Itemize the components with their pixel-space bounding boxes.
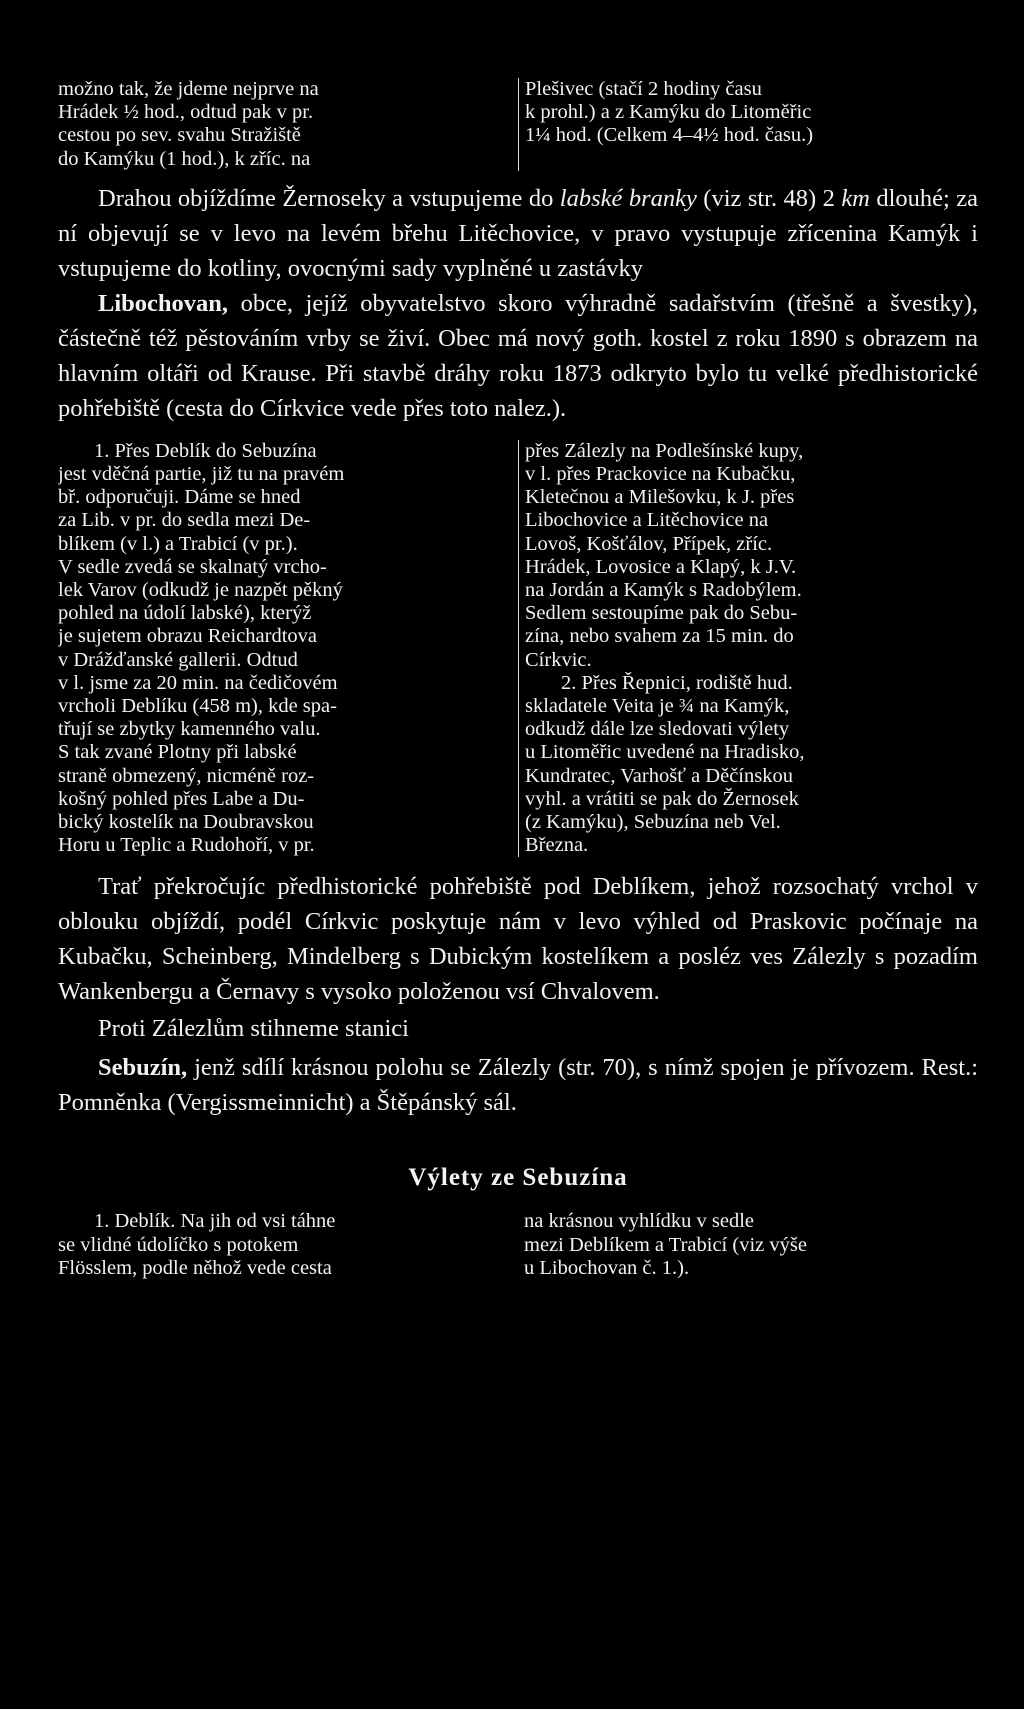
paragraph-libochovan: Libochovan, obce, jejíž obyvatelstvo skoro výhradně sadařstvím (třešně a švestky), částečně též pěstováním vrby se živí. Obec má nový goth. kostel z roku 1890 s obrazem na hlavním oltáři od Krause. Při stavbě dráhy roku 1873 odkryto bylo tu velké předhistorické pohřebiště (cesta do Církvice vede přes toto nalez.).	[58, 289, 979, 422]
routes-left-column	[58, 440, 518, 858]
text-line: jest vděčná partie, již tu na pravém	[58, 463, 345, 486]
text-line: Horu u Teplic a Rudohoří, v pr.	[58, 834, 315, 857]
routes-two-column-block	[58, 440, 978, 858]
text-line: na Jordán a Kamýk s Radobýlem.	[525, 579, 802, 602]
text-line: 1¼ hod. (Celkem 4–4½ hod. času.)	[525, 124, 814, 147]
text-line: Libochovice a Litěchovice na	[525, 509, 769, 532]
top-two-column-block	[58, 78, 978, 171]
text-line: 1. Přes Deblík do Sebuzína	[94, 439, 317, 462]
text-line	[525, 148, 978, 171]
text-line: Hrádek, Lovosice a Klapý, k J.V.	[525, 555, 797, 578]
text-line: vyhl. a vrátiti se pak do Žernosek	[525, 787, 799, 810]
text-line: Kundratec, Varhošť a Děčínskou	[525, 764, 793, 787]
top-right-column	[518, 78, 978, 171]
text-line: blíkem (v l.) a Trabicí (v pr.).	[58, 532, 298, 555]
excursions-two-column-block	[58, 1210, 978, 1280]
text-line: mezi Deblíkem a Trabicí (viz výše	[524, 1233, 807, 1256]
text-line: Církvic.	[525, 648, 592, 671]
section-heading: Výlety ze Sebuzína	[408, 1164, 628, 1192]
text-line: u Litoměřic uvedené na Hradisko,	[525, 741, 805, 764]
text-line: do Kamýku (1 hod.), k zříc. na	[58, 147, 311, 170]
text-line: lek Varov (odkudž je nazpět pěkný	[58, 579, 343, 602]
routes-right-column	[518, 440, 978, 858]
text-line: cestou po sev. svahu Stražiště	[58, 124, 301, 147]
text-line: pohled na údolí labské), kterýž	[58, 602, 312, 625]
page	[58, 78, 978, 1280]
text-line: třují se zbytky kamenného valu.	[58, 718, 321, 741]
text-line: Sedlem sestoupíme pak do Sebu-	[525, 602, 798, 625]
text-line: košný pohled přes Labe a Du-	[58, 787, 305, 810]
text-line: Kletečnou a Milešovku, k J. přes	[525, 486, 795, 509]
text-line: k prohl.) a z Kamýku do Litoměřic	[525, 101, 812, 124]
text-line: 2. Přes Řepnici, rodiště hud.	[561, 671, 793, 694]
text-line: u Libochovan č. 1.).	[524, 1256, 690, 1279]
top-left-column	[58, 78, 518, 171]
text-line: S tak zvané Plotny při labské	[58, 741, 297, 764]
text-line: se vlidné údolíčko s potokem	[58, 1233, 299, 1256]
text-line: bický kostelík na Doubravskou	[58, 811, 314, 834]
text-line: na krásnou vyhlídku v sedle	[524, 1210, 755, 1233]
paragraph-proti: Proti Zálezlům stihneme stanici	[98, 1015, 409, 1043]
text-line: Hrádek ½ hod., odtud pak v pr.	[58, 101, 314, 124]
text-line: (z Kamýku), Sebuzína neb Vel.	[525, 811, 781, 834]
paragraph-trat: Trať překročujíc předhistorické pohřebiště pod Deblíkem, jehož rozsochatý vrchol v oblouku objíždí, podél Církvic poskytuje nám v levo výhled od Praskovic počínaje na Kubačku, Scheinberg, Mindelberg s Dubickým kostelíkem a posléz ves Zálezly s pozadím Wankenbergu a Černavy s vysoko položenou vsí Chvalovem.	[58, 873, 978, 1006]
text-line: 1. Deblík. Na jih od vsi táhne	[94, 1210, 336, 1233]
text-line: skladatele Veita je ¾ na Kamýk,	[525, 695, 790, 718]
text-line: bř. odporučuji. Dáme se hned	[58, 486, 301, 509]
text-line: zína, nebo svahem za 15 min. do	[525, 625, 794, 648]
text-line: Lovoš, Košťálov, Přípek, zříc.	[525, 532, 773, 555]
text-line: vrcholi Deblíku (458 m), kde spa-	[58, 695, 337, 718]
text-line: Března.	[525, 834, 589, 857]
text-line: za Lib. v pr. do sedla mezi De-	[58, 509, 311, 532]
text-line: straně obmezený, nicméně roz-	[58, 764, 315, 787]
text-line: Plešivec (stačí 2 hodiny času	[525, 78, 762, 100]
text-line: možno tak, že jdeme nejprve na	[58, 78, 319, 100]
text-line: přes Zálezly na Podlešínské kupy,	[525, 439, 804, 462]
paragraph-drahou: Drahou objíždíme Žernoseky a vstupujeme do labské branky (viz str. 48) 2 km dlouhé; za ní objevují se v levo na levém břehu Litěchovice, v pravo vystupuje zřícenina Kamýk i vstupujeme do kotliny, ovocnými sady vyplněné u zastávky	[58, 184, 978, 282]
place-name: Sebuzín,	[98, 1054, 188, 1082]
excursions-left-column	[58, 1210, 518, 1280]
place-name: Libochovan,	[98, 289, 229, 317]
text-line: je sujetem obrazu Reichardtova	[58, 625, 317, 648]
text-line: Flösslem, podle něhož vede cesta	[58, 1256, 332, 1279]
excursions-right-column	[518, 1210, 978, 1280]
text-line: odkudž dále lze sledovati výlety	[525, 718, 790, 741]
text-line: v l. přes Prackovice na Kubačku,	[525, 463, 796, 486]
text-line: v l. jsme za 20 min. na čedičovém	[58, 671, 338, 694]
text-line: V sedle zvedá se skalnatý vrcho-	[58, 555, 327, 578]
paragraph-sebuzin: Sebuzín, jenž sdílí krásnou polohu se Zálezly (str. 70), s nímž spojen je přívozem. Rest.: Pomněnka (Vergissmeinnicht) a Štěpánský sál.	[58, 1054, 979, 1117]
text-line: v Drážďanské gallerii. Odtud	[58, 648, 298, 671]
